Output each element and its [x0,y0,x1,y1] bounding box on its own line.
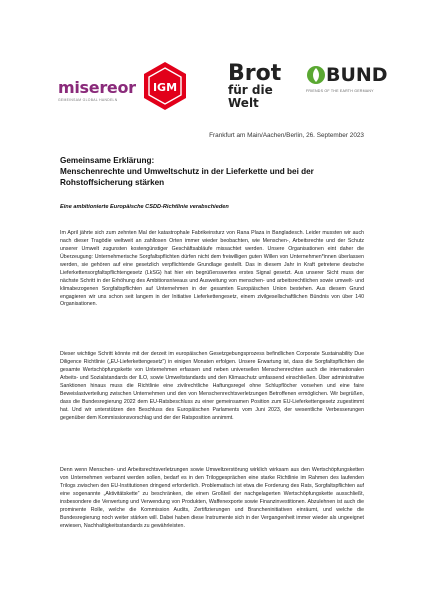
logo-bar [58,62,388,110]
document-heading [60,155,366,188]
bund-tagline: FRIENDS OF THE EARTH GERMANY [306,89,374,93]
paragraph-1: Im April jährte sich zum zehnten Mal der katastrophale Fabrikeinsturz von Rana Plaza in Bangladesch. Leider mussten wir auch nach dieser Tragödie weltweit an zahllosen Orten immer wieder beobachten, wie Menschen-, Arbeitsrechte und der Schutz unserer Umwelt zugunsten kostengünstiger Geschäftsabläufe missachtet werden. Unsere Organisationen eint daher die Überzeugung: Unternehmerische Sorgfaltspflichten dürfen nicht dem freiwilligen guten Willen von Unternehmen*innen überlassen werden, sie gehören auf eine gesetzlich verpflichtende Grundlage gestellt. Das in diesem Jahr in Kraft getretene deutsche Lieferkettensorgfaltspflichtengesetz (LkSG) hat hier ein begrüßenswertes erstes Signal gesetzt. Aus unserer Sicht muss der nächste Schritt in der Erhöhung des Ambitionsniveaus und Ausweitung von menschen- und arbeitsrechtlichen sowie umwelt- und klimabezogenen Sorgfaltspflichten auf Unternehmen in der gesamten Europäischen Union bestehen. Aus diesem Grund engagieren wir uns schon seit langem in der Initiative Lieferkettengesetz, einem zivilgesellschaftlichen Bündnis von über 140 Organisationen. [60,230,364,308]
paragraph-2: Dieser wichtige Schritt könnte mit der derzeit im europäischen Gesetzgebungsprozess befindlichen Corporate Sustainability Due Diligence Richtlinie („EU-Lieferkettengesetz“) in einigen Monaten erfolgen. Unsere Erwartung ist, dass die Sorgfaltspflichten die gesamte Wertschöpfungskette von Unternehmen erfassen und neben universellen Menschenrechten auch die internationalen Arbeits- und Sozialstandards der ILO, sowie Umweltstandards und den Klimaschutz umfassend einschließen. Über administrative Sanktionen hinaus muss die Richtlinie eine zivilrechtliche Haftungsregel ohne Schlupflöcher vorsehen und eine faire Beweislastverteilung zwischen Unternehmen und den von Menschenrechtsverletzungen Betroffenen ermöglichen. Wir begrüßen, dass die Bundesregierung 2022 dem EU-Ratsbeschluss zu einer gemeinsamen Position zum EU-Lieferkettengesetz zugestimmt hat. Und wir unterstützen den Beschluss des Europäischen Parlaments vom Juni 2023, der wesentliche Verbesserungen gegenüber dem Kommissionsvorschlag und der der Ratsposition annimmt. [60,351,364,421]
misereor-tagline: GEMEINSAM GLOBAL HANDELN [58,98,118,102]
section-subheading: Eine ambitionierte Europäische CSDD-Richtlinie verabschieden [60,204,229,210]
brot-fuer-die-welt-logo [228,61,294,110]
igmetall-letters: IGM [152,81,178,94]
bund-wordmark [306,64,392,86]
bund-logo [306,64,392,93]
igmetall-logo [144,62,186,110]
heading-line-2: Menschenrechte und Umweltschutz in der Lieferkette und bei der Rohstoffsicherung stärken [60,167,314,187]
misereor-wordmark: misereor [58,78,136,97]
igmetall-emblem-icon [144,62,186,110]
bund-globe-icon [306,65,326,85]
brot-wordmark: Brot [228,61,282,86]
misereor-logo [58,78,138,102]
date-line: Frankfurt am Main/Aachen/Berlin, 26. September 2023 [209,132,364,139]
bund-name: BUND [326,64,388,86]
heading-line-1: Gemeinsame Erklärung: [60,156,155,165]
paragraph-3: Denn wenn Menschen- und Arbeitsrechtsverletzungen sowie Umweltzerstörung wirklich wirksam aus den Wertschöpfungsketten von Unternehmen verbannt werden sollen, bedarf es in den Triloggesprächen eine starke Richtlinie im Rahmen des laufenden Trilogs zwischen den EU-Institutionen dringend erforderlich. Problematisch ist etwa die Forderung des Rats, Sorgfaltspflichten auf eine sogenannte „Aktivitätskette“ zu beschränken, die einen Großteil der nachgelagerten Wertschöpfungskette ausschließt, insbesondere die Verwertung und Verwendung von Produkten, Waffenexporte sowie Finanzinvestitionen. Abzulehnen ist auch die prominente Rolle, welche die Kommission Audits, Zertifizierungen und Brancheninitiativen einräumt, und welche die Bundesregierung noch weiter stärken will. Dabei haben diese Instrumente sich in der Vergangenheit immer wieder als ungeeignet erwiesen, Nachhaltigkeitsstandards zu gewährleisten. [60,467,364,529]
brot-subline: für die Welt [228,83,273,110]
